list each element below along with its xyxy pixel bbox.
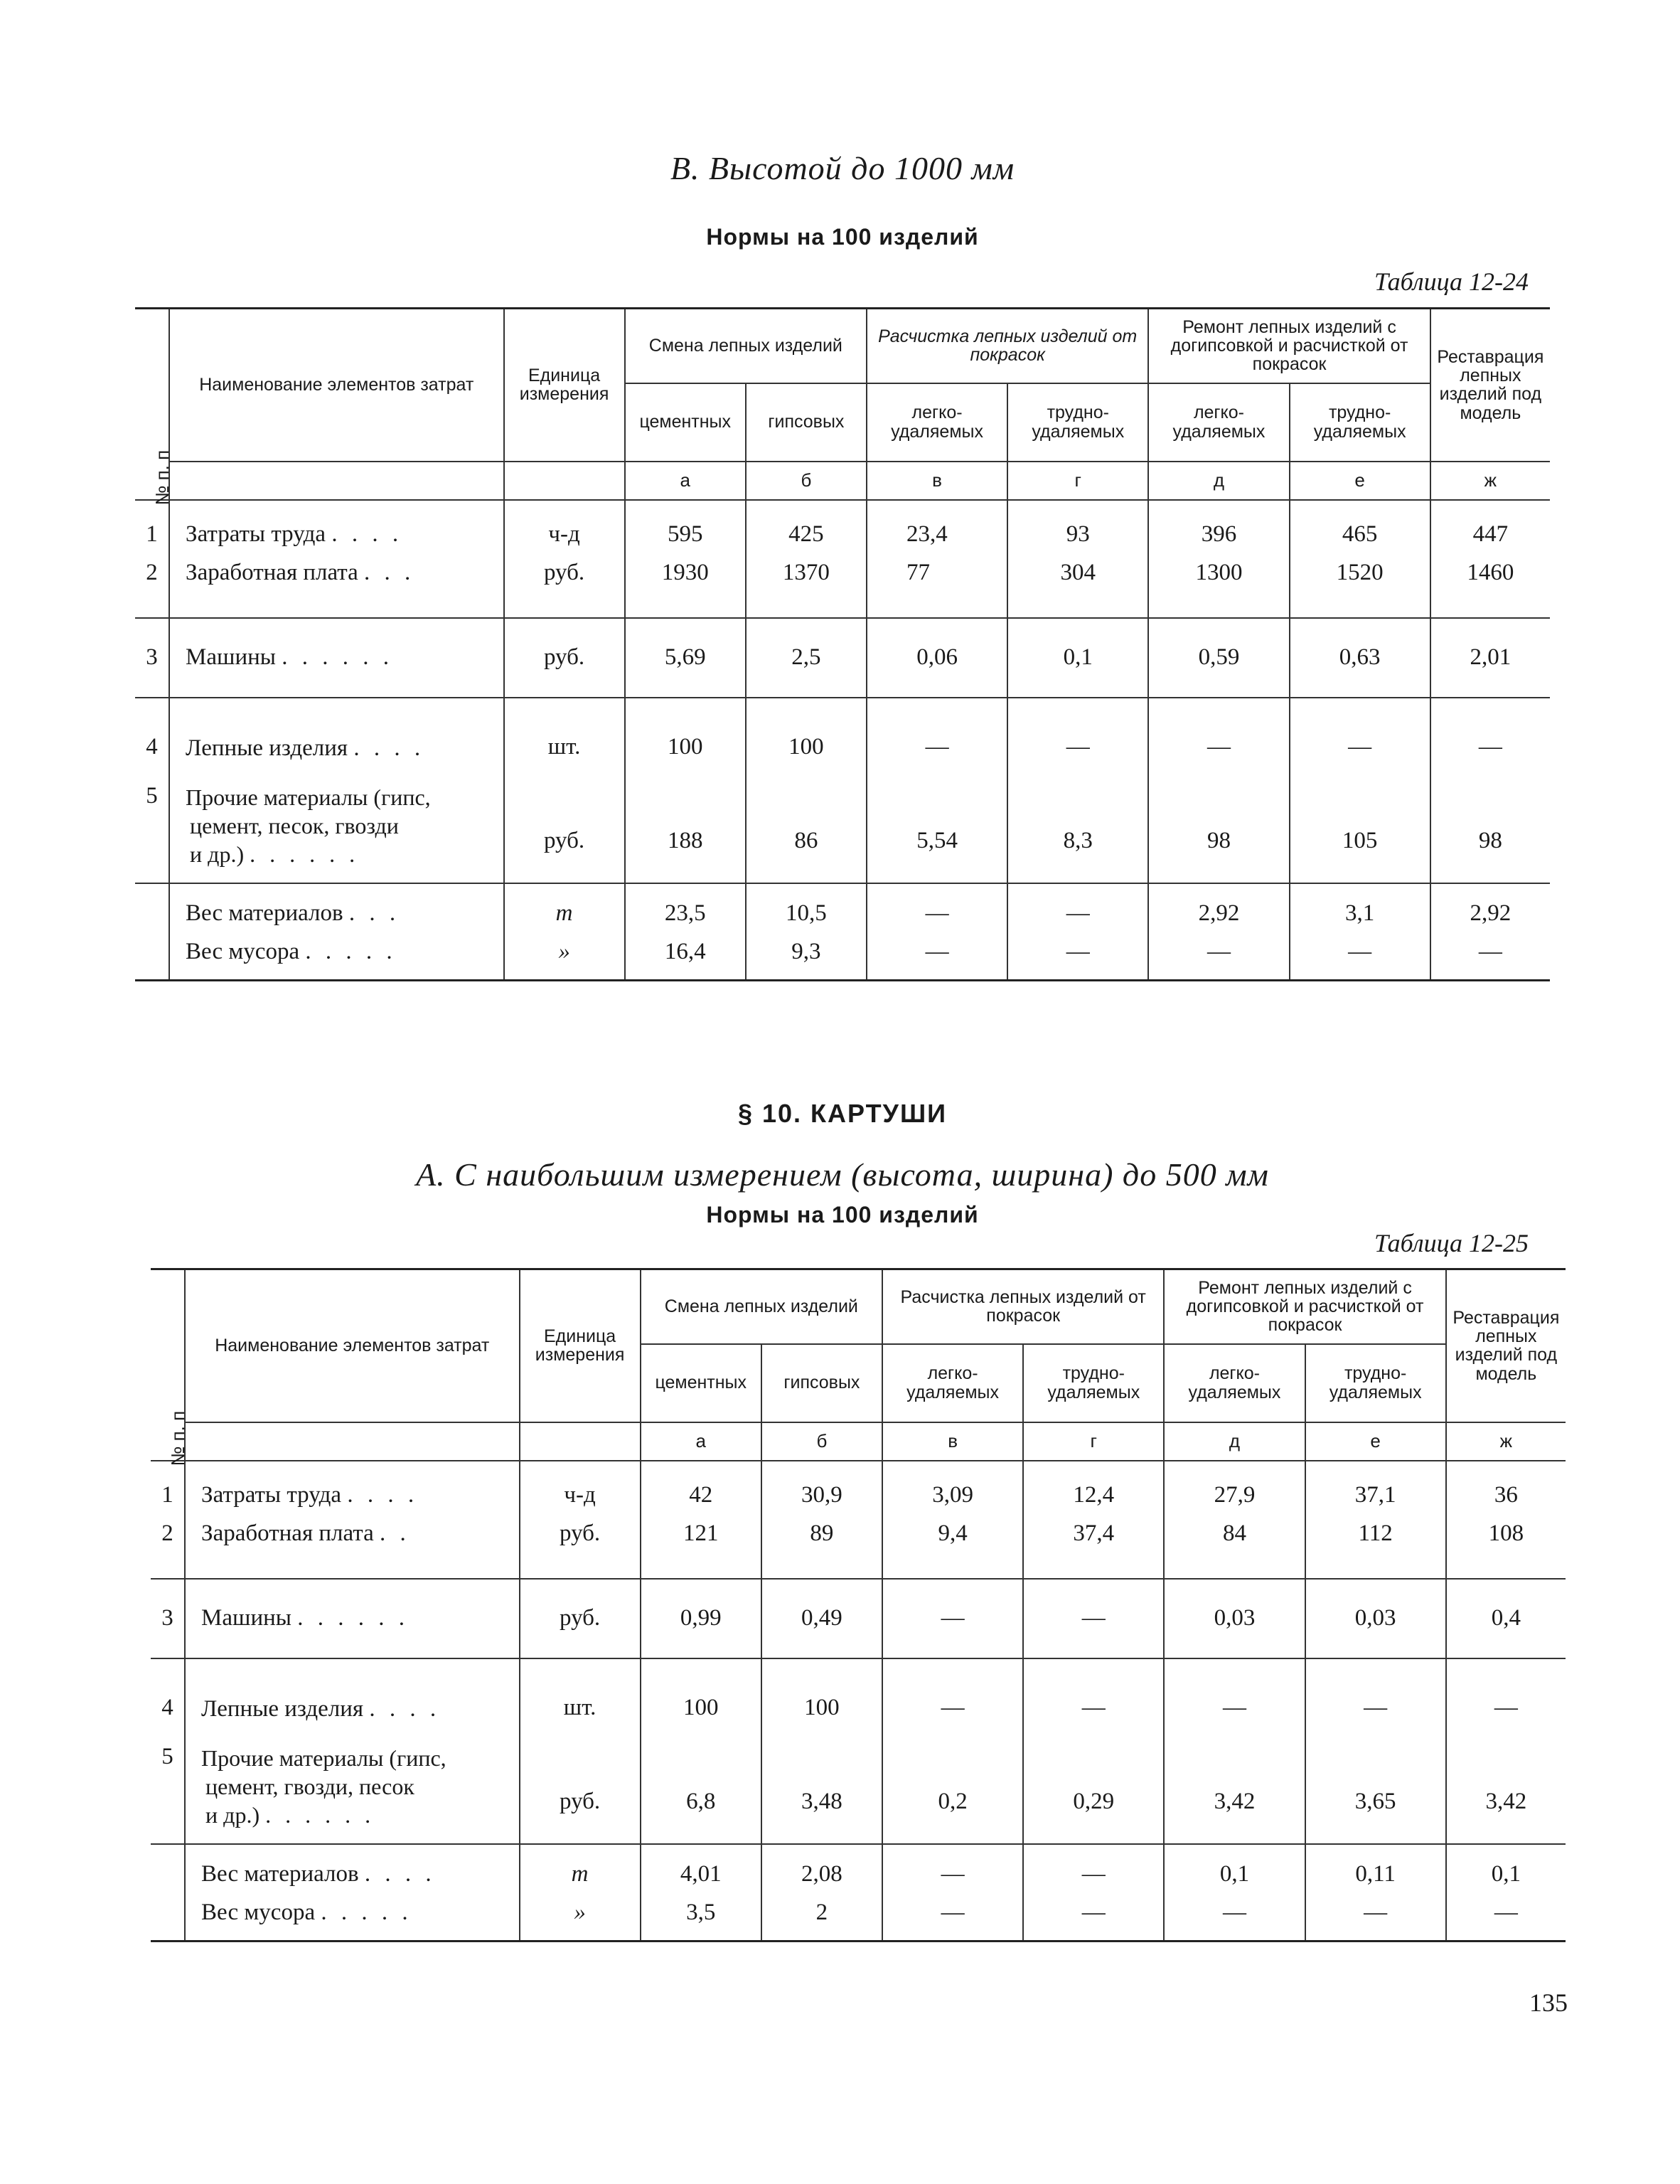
value: — bbox=[882, 1579, 1023, 1658]
section-10-heading-block bbox=[135, 1099, 1550, 1129]
value: 3,65 bbox=[1305, 1730, 1446, 1844]
row-name-line: цемент, песок, гвозди bbox=[190, 812, 399, 838]
value: 0,1 bbox=[1007, 618, 1148, 698]
row-name: Вес материалов . . . . bbox=[201, 1860, 436, 1887]
row-name: Заработная плата . . . bbox=[186, 559, 415, 585]
value: — bbox=[1007, 698, 1148, 769]
header-restoration: Реставрация лепных изделий под модель bbox=[1446, 1269, 1566, 1422]
row-unit: руб. bbox=[504, 769, 625, 883]
value: 3,42 bbox=[1446, 1730, 1566, 1844]
header-blank bbox=[520, 1422, 641, 1461]
value: — bbox=[1446, 1658, 1566, 1730]
value-cell bbox=[641, 1461, 761, 1579]
col-letter: д bbox=[1164, 1422, 1305, 1461]
value: — bbox=[1478, 938, 1502, 964]
row-name-cell: Лепные изделия . . . . bbox=[169, 698, 503, 769]
value: 425 bbox=[788, 521, 824, 547]
value: 0,11 bbox=[1355, 1860, 1396, 1887]
value: 0,1 bbox=[1491, 1860, 1521, 1887]
value: 0,03 bbox=[1164, 1579, 1305, 1658]
row-num-cell bbox=[151, 1461, 185, 1579]
value: 100 bbox=[641, 1658, 761, 1730]
value: 3,42 bbox=[1164, 1730, 1305, 1844]
section-b-norms: Нормы на 100 изделий bbox=[706, 224, 979, 250]
row-unit: руб. bbox=[520, 1579, 641, 1658]
page-number: 135 bbox=[1529, 1988, 1568, 2017]
row-unit: ч-д bbox=[564, 1481, 596, 1508]
row-name: Вес материалов . . . bbox=[186, 900, 400, 926]
value: 1460 bbox=[1467, 559, 1514, 585]
row-unit: руб. bbox=[543, 559, 585, 585]
row-num-cell bbox=[151, 1844, 185, 1941]
value: 304 bbox=[1060, 559, 1096, 585]
header-name: Наименование элементов затрат bbox=[185, 1269, 519, 1422]
col-letter: е bbox=[1290, 462, 1430, 500]
row-name-line: и др.) bbox=[205, 1801, 260, 1828]
header-gypsum: гипсовых bbox=[761, 1344, 882, 1422]
value: 37,4 bbox=[1073, 1520, 1115, 1546]
value-cell bbox=[1164, 1844, 1305, 1941]
row-name-cell bbox=[169, 883, 503, 981]
value: 0,2 bbox=[882, 1730, 1023, 1844]
row-num: 4 bbox=[151, 1658, 185, 1730]
header-num: № п. п bbox=[151, 1269, 185, 1461]
value: 2,01 bbox=[1430, 618, 1550, 698]
col-letter: б bbox=[746, 462, 867, 500]
col-letter: ж bbox=[1446, 1422, 1566, 1461]
value: 9,4 bbox=[938, 1520, 968, 1546]
col-letter: е bbox=[1305, 1422, 1446, 1461]
value: — bbox=[1148, 698, 1289, 769]
row-unit: руб. bbox=[560, 1520, 601, 1546]
value-cell bbox=[1148, 500, 1289, 618]
row-unit: шт. bbox=[504, 698, 625, 769]
value: — bbox=[1305, 1658, 1446, 1730]
row-unit: » bbox=[558, 938, 570, 964]
value: 447 bbox=[1472, 521, 1509, 547]
value: — bbox=[1364, 1899, 1388, 1925]
value: 42 bbox=[689, 1481, 713, 1508]
row-name-cell bbox=[185, 1461, 519, 1579]
row-name: Затраты труда . . . . bbox=[186, 521, 403, 547]
value: — bbox=[1066, 938, 1090, 964]
value: — bbox=[925, 938, 949, 964]
table-12-25-label-block bbox=[135, 1228, 1550, 1258]
value: 2 bbox=[815, 1899, 828, 1925]
col-letter: а bbox=[641, 1422, 761, 1461]
row-name-cell bbox=[185, 1844, 519, 1941]
row-unit: т bbox=[571, 1860, 589, 1887]
value: 188 bbox=[625, 769, 746, 883]
row-unit: руб. bbox=[504, 618, 625, 698]
value: 98 bbox=[1148, 769, 1289, 883]
section-10-norms-block bbox=[135, 1202, 1550, 1228]
value-cell bbox=[625, 883, 746, 981]
value-cell bbox=[1430, 500, 1550, 618]
row-name-cell: Прочие материалы (гипс, цемент, песок, гвозди и др.) . . . . . . bbox=[169, 769, 503, 883]
row-unit-cell bbox=[520, 1461, 641, 1579]
header-group-b: Расчистка лепных изделий от покрасок bbox=[882, 1269, 1164, 1344]
section-10-subheading-block bbox=[135, 1156, 1550, 1193]
header-easy: легко-удаляемых bbox=[1148, 383, 1289, 462]
row-name: Вес мусора . . . . . bbox=[201, 1899, 412, 1925]
row-name-cell bbox=[169, 500, 503, 618]
value: 27,9 bbox=[1214, 1481, 1256, 1508]
value: 5,54 bbox=[867, 769, 1007, 883]
value: 100 bbox=[746, 698, 867, 769]
value: — bbox=[1494, 1899, 1518, 1925]
norms-table bbox=[135, 307, 1550, 981]
header-restoration: Реставрация лепных изделий под модель bbox=[1430, 309, 1550, 462]
value: 3,1 bbox=[1345, 900, 1375, 926]
value: — bbox=[1081, 1899, 1106, 1925]
value-cell bbox=[746, 883, 867, 981]
header-num: № п. п bbox=[135, 309, 169, 500]
value: 0,1 bbox=[1219, 1860, 1250, 1887]
header-hard: трудно-удаляемых bbox=[1290, 383, 1430, 462]
value-cell bbox=[746, 500, 867, 618]
section-b-heading-block bbox=[135, 149, 1550, 187]
value-cell bbox=[1446, 1461, 1566, 1579]
col-letter: д bbox=[1148, 462, 1289, 500]
header-group-a: Смена лепных изделий bbox=[625, 309, 867, 383]
row-num: 3 bbox=[151, 1579, 185, 1658]
row-unit: шт. bbox=[520, 1658, 641, 1730]
value: 93 bbox=[1066, 521, 1090, 547]
row-num: 5 bbox=[146, 782, 158, 809]
value: — bbox=[1207, 938, 1231, 964]
value: 108 bbox=[1488, 1520, 1524, 1546]
value: — bbox=[867, 698, 1007, 769]
value: 37,1 bbox=[1354, 1481, 1396, 1508]
value: 0,99 bbox=[641, 1579, 761, 1658]
table-12-25 bbox=[151, 1268, 1566, 1942]
value: — bbox=[1290, 698, 1430, 769]
row-name-cell: Машины . . . . . . bbox=[169, 618, 503, 698]
value: 2,08 bbox=[801, 1860, 842, 1887]
section-b-norms-block bbox=[135, 224, 1550, 250]
header-group-c: Ремонт лепных изделий с догипсовкой и расчисткой от покрасок bbox=[1164, 1269, 1445, 1344]
value: 5,69 bbox=[625, 618, 746, 698]
row-unit-cell bbox=[504, 500, 625, 618]
value: 121 bbox=[683, 1520, 719, 1546]
row-num: 5 bbox=[161, 1743, 173, 1769]
table-12-24-label: Таблица 12-24 bbox=[1374, 267, 1529, 296]
value: 9,3 bbox=[791, 938, 821, 964]
row-name: Затраты труда . . . . bbox=[201, 1481, 419, 1508]
value: 77 bbox=[906, 559, 930, 585]
value-cell bbox=[1290, 883, 1430, 981]
value: 23,4 bbox=[906, 521, 948, 547]
value: 36 bbox=[1494, 1481, 1518, 1508]
col-letter: г bbox=[1023, 1422, 1164, 1461]
value-cell bbox=[1446, 1844, 1566, 1941]
value-cell bbox=[761, 1844, 882, 1941]
value-cell bbox=[1023, 1461, 1164, 1579]
row-name: Вес мусора . . . . . bbox=[186, 938, 397, 964]
header-blank bbox=[169, 462, 503, 500]
value: 0,06 bbox=[867, 618, 1007, 698]
value-cell bbox=[1430, 883, 1550, 981]
value-cell bbox=[1164, 1461, 1305, 1579]
row-num: 1 bbox=[161, 1481, 173, 1508]
value: 0,4 bbox=[1446, 1579, 1566, 1658]
value: 1930 bbox=[661, 559, 709, 585]
value: 89 bbox=[810, 1520, 834, 1546]
value: 0,63 bbox=[1290, 618, 1430, 698]
value: 3,5 bbox=[686, 1899, 716, 1925]
row-name-line: Прочие материалы (гипс, bbox=[186, 784, 431, 810]
header-cement: цементных bbox=[625, 383, 746, 462]
section-10-subheading: А. С наибольшим измерением (высота, ширина) до 500 мм bbox=[416, 1156, 1269, 1193]
value: 0,49 bbox=[761, 1579, 882, 1658]
value-cell bbox=[867, 883, 1007, 981]
section-b-heading: В. Высотой до 1000 мм bbox=[670, 150, 1015, 186]
header-easy: легко-удаляемых bbox=[867, 383, 1007, 462]
col-letter: в bbox=[882, 1422, 1023, 1461]
value: 465 bbox=[1342, 521, 1378, 547]
value: 1520 bbox=[1336, 559, 1384, 585]
value: 30,9 bbox=[801, 1481, 842, 1508]
row-name-cell: Прочие материалы (гипс, цемент, гвозди, песок и др.) . . . . . . bbox=[185, 1730, 519, 1844]
value-cell bbox=[1305, 1461, 1446, 1579]
value-cell bbox=[1148, 883, 1289, 981]
value: — bbox=[1430, 698, 1550, 769]
row-unit: » bbox=[574, 1899, 586, 1925]
row-num: 2 bbox=[146, 559, 158, 585]
value: 2,5 bbox=[746, 618, 867, 698]
row-num-cell bbox=[135, 883, 169, 981]
value-cell bbox=[641, 1844, 761, 1941]
value-cell bbox=[1007, 500, 1148, 618]
value: — bbox=[1348, 938, 1372, 964]
value: 16,4 bbox=[664, 938, 706, 964]
value-cell bbox=[625, 500, 746, 618]
header-unit: Единица измерения bbox=[520, 1269, 641, 1422]
col-letter: г bbox=[1007, 462, 1148, 500]
row-unit-cell bbox=[504, 883, 625, 981]
value: 6,8 bbox=[641, 1730, 761, 1844]
value: 105 bbox=[1290, 769, 1430, 883]
value: 3,48 bbox=[761, 1730, 882, 1844]
row-num: 3 bbox=[135, 618, 169, 698]
header-easy: легко-удаляемых bbox=[1164, 1344, 1305, 1422]
value: 84 bbox=[1222, 1520, 1246, 1546]
col-letter: ж bbox=[1430, 462, 1550, 500]
header-unit: Единица измерения bbox=[504, 309, 625, 462]
value: 0,03 bbox=[1305, 1579, 1446, 1658]
value: — bbox=[941, 1899, 965, 1925]
value: — bbox=[925, 900, 949, 926]
value: 12,4 bbox=[1073, 1481, 1115, 1508]
value: 100 bbox=[625, 698, 746, 769]
header-name: Наименование элементов затрат bbox=[169, 309, 503, 462]
section-10-heading: § 10. КАРТУШИ bbox=[737, 1099, 947, 1128]
value-cell bbox=[867, 500, 1007, 618]
row-name-cell: Лепные изделия . . . . bbox=[185, 1658, 519, 1730]
value-cell bbox=[1023, 1844, 1164, 1941]
header-easy: легко-удаляемых bbox=[882, 1344, 1023, 1422]
row-name-line: Прочие материалы (гипс, bbox=[201, 1744, 446, 1771]
table-12-24 bbox=[135, 307, 1550, 981]
table-12-25-label: Таблица 12-25 bbox=[1374, 1229, 1529, 1257]
table-12-24-label-block bbox=[135, 267, 1550, 297]
header-gypsum: гипсовых bbox=[746, 383, 867, 462]
value-cell bbox=[761, 1461, 882, 1579]
value: 1300 bbox=[1195, 559, 1243, 585]
value: — bbox=[1023, 1658, 1164, 1730]
value: 595 bbox=[667, 521, 703, 547]
norms-table bbox=[151, 1268, 1566, 1942]
header-blank bbox=[185, 1422, 519, 1461]
row-num-cell bbox=[135, 500, 169, 618]
header-group-b: Расчистка лепных изделий от покрасок bbox=[867, 309, 1148, 383]
header-hard: трудно-удаляемых bbox=[1023, 1344, 1164, 1422]
value: 0,59 bbox=[1148, 618, 1289, 698]
value: 10,5 bbox=[786, 900, 827, 926]
value: — bbox=[1164, 1658, 1305, 1730]
value: 2,92 bbox=[1198, 900, 1240, 926]
header-group-c: Ремонт лепных изделий с догипсовкой и расчисткой от покрасок bbox=[1148, 309, 1430, 383]
value: — bbox=[941, 1860, 965, 1887]
value: 396 bbox=[1201, 521, 1237, 547]
value-cell bbox=[1305, 1844, 1446, 1941]
col-letter: б bbox=[761, 1422, 882, 1461]
value: 23,5 bbox=[664, 900, 706, 926]
value: 1370 bbox=[782, 559, 830, 585]
row-name: Заработная плата . . bbox=[201, 1520, 410, 1546]
row-unit-cell bbox=[520, 1844, 641, 1941]
row-name-line: и др.) bbox=[190, 841, 245, 867]
value: 86 bbox=[746, 769, 867, 883]
row-name-cell: Машины . . . . . . bbox=[185, 1579, 519, 1658]
value-cell bbox=[882, 1844, 1023, 1941]
value: 3,09 bbox=[932, 1481, 973, 1508]
header-hard: трудно-удаляемых bbox=[1305, 1344, 1446, 1422]
header-blank bbox=[504, 462, 625, 500]
value: 0,29 bbox=[1023, 1730, 1164, 1844]
value: — bbox=[1222, 1899, 1246, 1925]
col-letter: а bbox=[625, 462, 746, 500]
value: — bbox=[1066, 900, 1090, 926]
value: — bbox=[1081, 1860, 1106, 1887]
row-unit: т bbox=[555, 900, 573, 926]
row-name-line: цемент, гвозди, песок bbox=[205, 1773, 414, 1799]
section-10-norms: Нормы на 100 изделий bbox=[706, 1202, 979, 1227]
row-unit: руб. bbox=[520, 1730, 641, 1844]
value-cell bbox=[1290, 500, 1430, 618]
value-cell bbox=[882, 1461, 1023, 1579]
value: — bbox=[1023, 1579, 1164, 1658]
row-num: 1 bbox=[146, 521, 158, 547]
header-group-a: Смена лепных изделий bbox=[641, 1269, 882, 1344]
value: 2,92 bbox=[1470, 900, 1512, 926]
row-num: 2 bbox=[161, 1520, 173, 1546]
header-cement: цементных bbox=[641, 1344, 761, 1422]
value: 98 bbox=[1430, 769, 1550, 883]
col-letter: в bbox=[867, 462, 1007, 500]
value: — bbox=[882, 1658, 1023, 1730]
header-hard: трудно-удаляемых bbox=[1007, 383, 1148, 462]
value: 8,3 bbox=[1007, 769, 1148, 883]
value-cell bbox=[1007, 883, 1148, 981]
row-num: 4 bbox=[135, 698, 169, 769]
value: 100 bbox=[761, 1658, 882, 1730]
value: 112 bbox=[1358, 1520, 1393, 1546]
value: 4,01 bbox=[680, 1860, 722, 1887]
row-unit: ч-д bbox=[548, 521, 580, 547]
